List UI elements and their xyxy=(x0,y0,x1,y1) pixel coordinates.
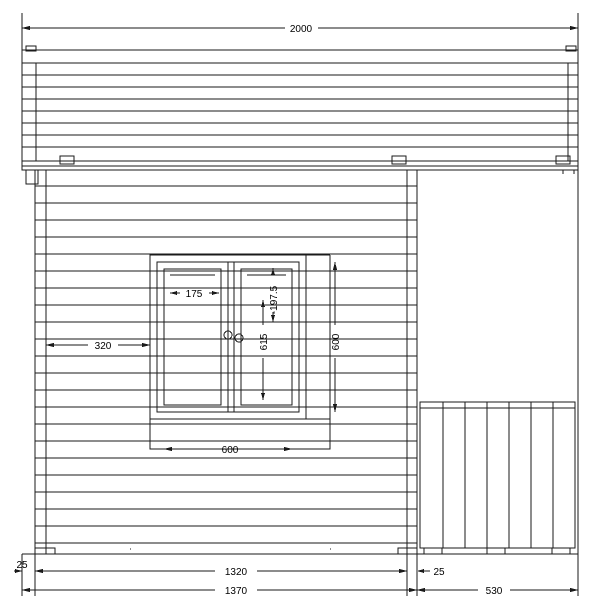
roof-assembly xyxy=(22,46,578,161)
dimension-label-530: 530 xyxy=(485,586,503,597)
dimension-label-1370: 1370 xyxy=(224,586,248,597)
dimension-1370 xyxy=(22,588,417,592)
right-bay xyxy=(417,170,578,554)
dimension-1320 xyxy=(35,569,407,573)
dimension-label-window-width-600: 600 xyxy=(221,445,239,456)
base-line xyxy=(22,548,578,554)
dimension-label-window-height-600: 600 xyxy=(331,333,342,351)
dimension-label-197-5: -197.5 xyxy=(269,285,280,315)
window-unit xyxy=(150,255,330,449)
dimension-label-175: 175 xyxy=(185,289,203,300)
dimension-label-25-left: 25 xyxy=(16,560,28,571)
dimension-label-25-right: 25 xyxy=(433,567,445,578)
dimension-25-right xyxy=(417,569,430,573)
dimension-label-615: 615 xyxy=(259,333,270,351)
dimension-label-1320: 1320 xyxy=(224,567,248,578)
dimension-label-2000: 2000 xyxy=(289,24,313,35)
dimension-label-320: 320 xyxy=(94,341,112,352)
wall-cladding xyxy=(35,170,417,554)
